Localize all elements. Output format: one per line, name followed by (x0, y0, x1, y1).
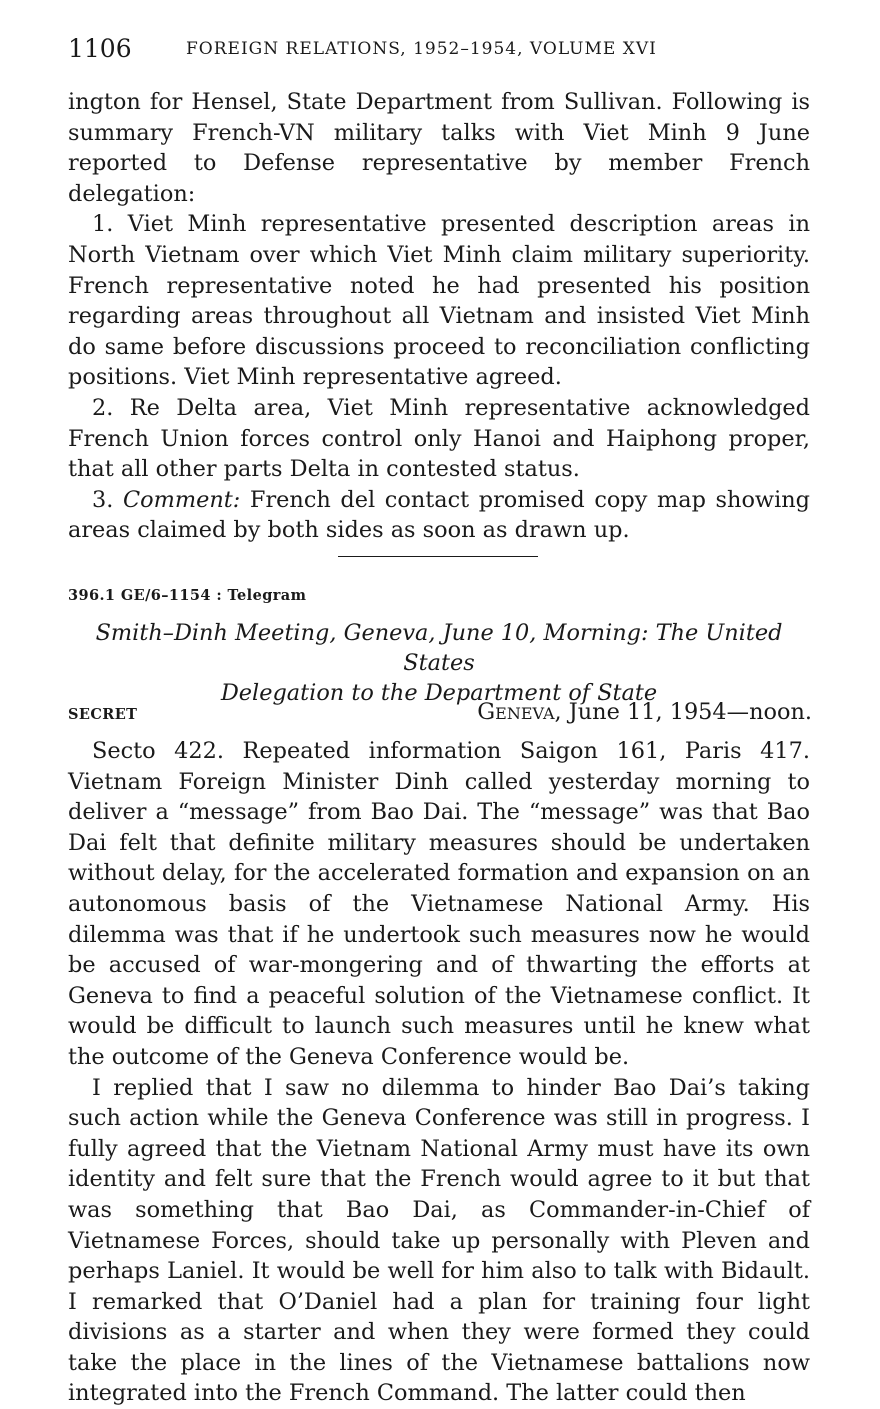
continued-telegram (68, 87, 810, 546)
item-3-text: French del contact promised copy map showing areas claimed by both sides as soon as drawn up. (68, 486, 810, 544)
numbered-item-3 (68, 485, 810, 546)
numbered-item-2: 2. Re Delta area, Viet Minh representative acknowledged French Union forces control only Hanoi and Haiphong proper, that all other parts Delta in contested status. (68, 394, 810, 483)
document-title (68, 618, 810, 708)
comment-label: Comment: (123, 486, 241, 513)
document-title-line-1: Smith–Dinh Meeting, Geneva, June 10, Morning: The United States (95, 620, 783, 676)
running-head: FOREIGN RELATIONS, 1952–1954, VOLUME XVI (186, 39, 657, 59)
item-3-number: 3. (92, 486, 123, 513)
numbered-item-1: 1. Viet Minh representative presented description areas in North Vietnam over which Viet Minh claim military superiority. French representative noted he had presented his position regarding areas throughout all Vietnam and insisted Viet Minh do same before discussions proceed to reconciliation conflicting positions. Viet Minh representative agreed. (68, 211, 810, 391)
page-header (68, 34, 828, 74)
document-title-line-2: Delegation to the Department of State (220, 680, 658, 706)
file-reference: 396.1 GE/6–1154 : Telegram (68, 587, 307, 604)
classification-marking: SECRET (68, 706, 138, 723)
page-number: 1106 (68, 34, 132, 63)
section-divider (338, 556, 538, 557)
body-paragraph-1: Secto 422. Repeated information Saigon 161, Paris 417. Vietnam Foreign Minister Dinh called yesterday morning to deliver a “message” from Bao Dai. The “message” was that Bao Dai felt that definite military measures should be undertaken without delay, for the accelerated formation and expansion on an autonomous basis of the Vietnamese National Army. His dilemma was that if he undertook such measures now he would be accused of war-mongering and of thwarting the efforts at Geneva to find a peaceful solution of the Vietnamese conflict. It would be difficult to launch such measures until he knew what the outcome of the Geneva Conference would be. (68, 738, 810, 1070)
body-paragraph-2: I replied that I saw no dilemma to hinder Bao Dai’s taking such action while the Geneva Conference was still in progress. I fully agreed that the Vietnam National Army must have its own identity and felt sure that the French would agree to it but that was something that Bao Dai, as Commander-in-Chief of Vietnamese Forces, should take up personally with Pleven and perhaps Laniel. It would be well for him also to talk with Bidault. I remarked that O’Daniel had a plan for training four light divisions as a starter and when they were formed they could take the place in the lines of the Vietnamese battalions now integrated into the French Command. The latter could then (68, 1074, 810, 1407)
dateline (477, 699, 812, 725)
telegram-body (68, 736, 810, 1409)
dateline-place: Geneva (477, 699, 555, 725)
opening-paragraph: ington for Hensel, State Department from Sullivan. Following is summary French-VN military talks with Viet Minh 9 June reported to Defense representative by member French delegation: (68, 89, 810, 207)
dateline-date: , June 11, 1954—noon. (554, 699, 812, 725)
